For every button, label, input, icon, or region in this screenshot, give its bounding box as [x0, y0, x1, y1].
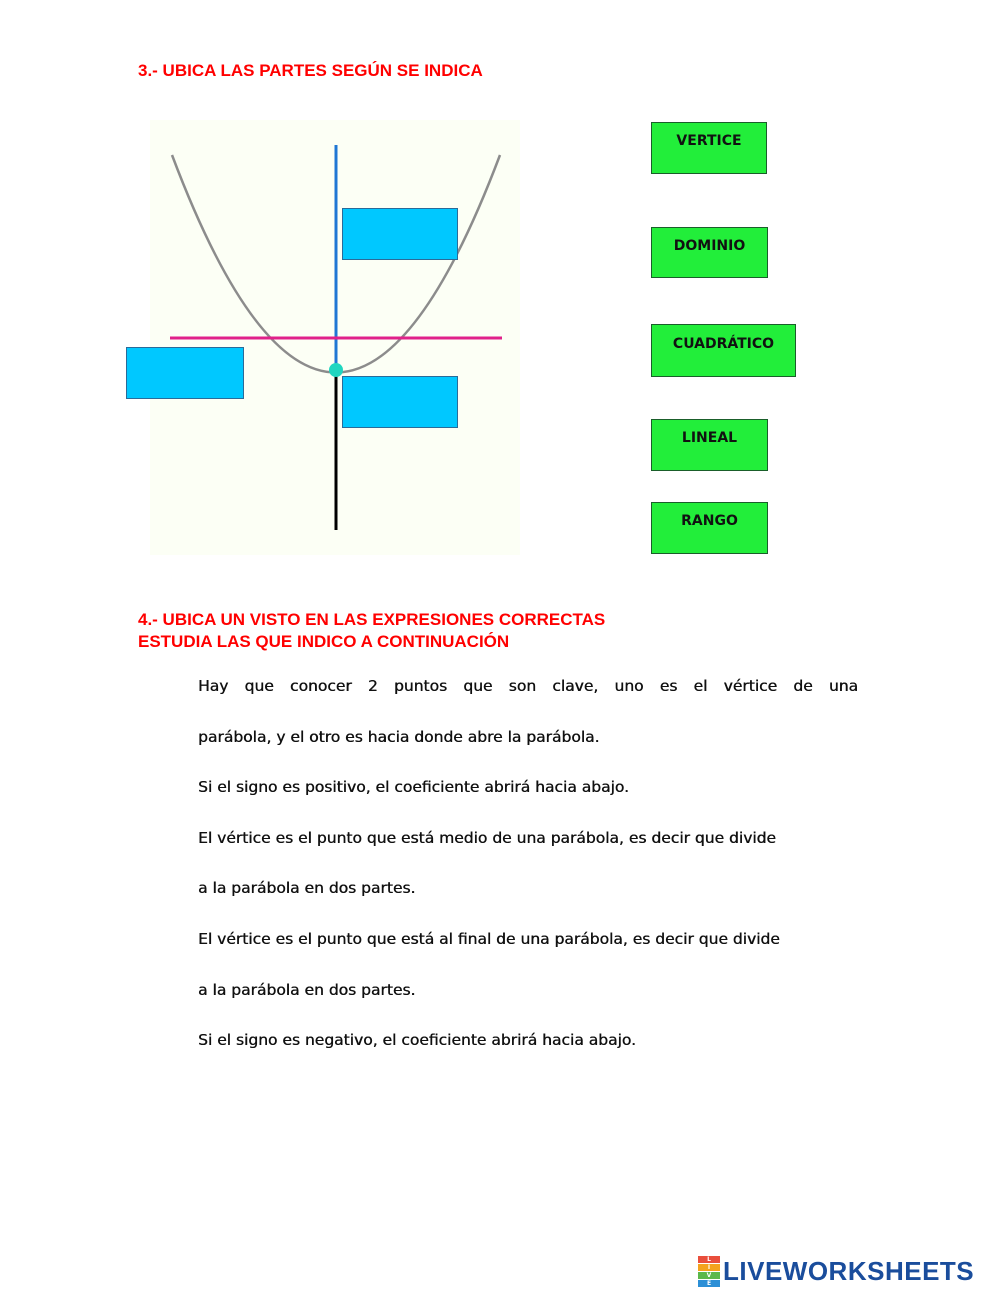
- answer-cuadratico[interactable]: CUADRÁTICO: [651, 324, 796, 377]
- liveworksheets-logo-icon: L I V E: [698, 1256, 720, 1287]
- answer-vertice[interactable]: VERTICE: [651, 122, 767, 174]
- statement-4-line2[interactable]: a la parábola en dos partes.: [198, 981, 416, 999]
- answer-lineal[interactable]: LINEAL: [651, 419, 768, 471]
- liveworksheets-logo: [698, 1255, 974, 1287]
- answer-rango[interactable]: RANGO: [651, 502, 768, 554]
- statement-5[interactable]: Si el signo es negativo, el coeficiente abrirá hacia abajo.: [198, 1031, 636, 1049]
- statement-1-line1[interactable]: Hay que conocer 2 puntos que son clave, uno es el vértice de una: [198, 677, 858, 695]
- statement-4-line1[interactable]: El vértice es el punto que está al final de una parábola, es decir que divide: [198, 930, 780, 948]
- liveworksheets-logo-text: LIVEWORKSHEETS: [723, 1255, 975, 1286]
- vertex-dot: [329, 363, 343, 377]
- section3-title: 3.- UBICA LAS PARTES SEGÚN SE INDICA: [138, 61, 483, 80]
- parabola-graph: [0, 0, 1000, 600]
- section4-title-line2: ESTUDIA LAS QUE INDICO A CONTINUACIÓN: [138, 632, 510, 651]
- section4-title-line1: 4.- UBICA UN VISTO EN LAS EXPRESIONES CORRECTAS: [138, 610, 606, 629]
- statement-1-line2[interactable]: parábola, y el otro es hacia donde abre la parábola.: [198, 728, 600, 746]
- answer-dominio[interactable]: DOMINIO: [651, 227, 768, 278]
- drop-box-upper[interactable]: [342, 208, 458, 260]
- statement-3-line1[interactable]: El vértice es el punto que está medio de una parábola, es decir que divide: [198, 829, 776, 847]
- statement-3-line2[interactable]: a la parábola en dos partes.: [198, 879, 416, 897]
- drop-box-lower[interactable]: [342, 376, 458, 428]
- drop-box-left[interactable]: [126, 347, 244, 399]
- statement-2[interactable]: Si el signo es positivo, el coeficiente abrirá hacia abajo.: [198, 778, 629, 796]
